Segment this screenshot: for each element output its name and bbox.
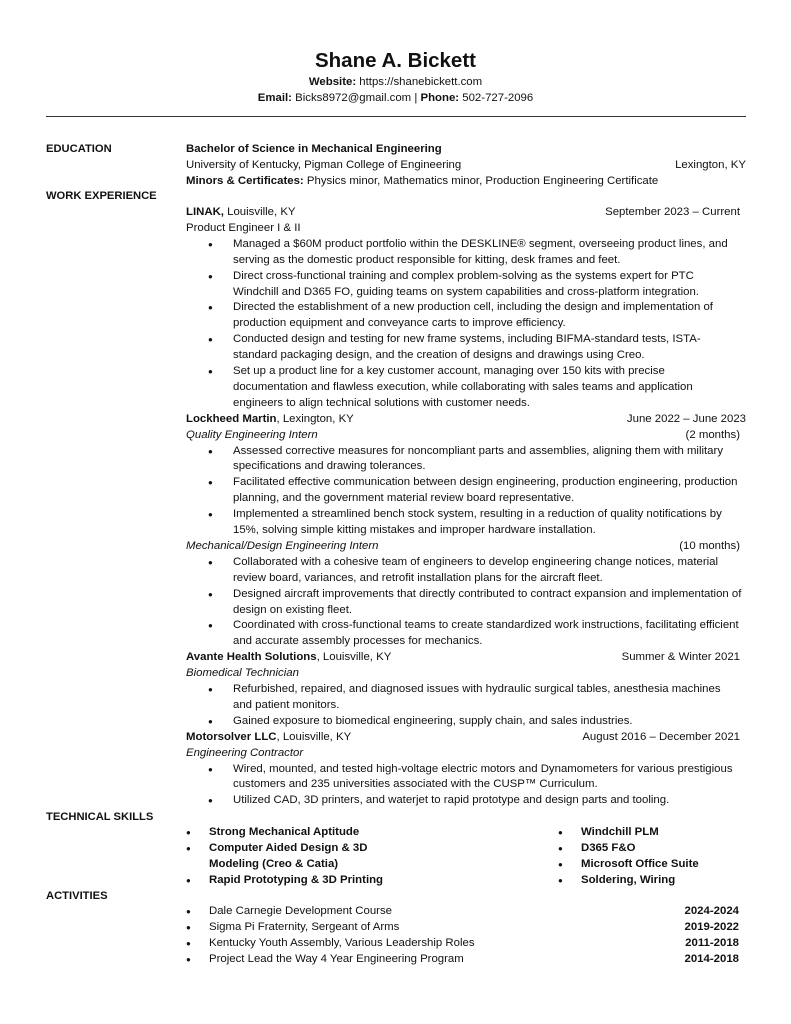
linak-dates: September 2023 – Current bbox=[605, 206, 740, 218]
lockheed-duration-1: (2 months) bbox=[685, 428, 740, 441]
list-item: ● Wired, mounted, and tested high-voltage electric motors and Dynamometers for various prestigious customers and 235 universities associated with the CUSP™ Curriculum. bbox=[186, 762, 746, 794]
list-item: ● Computer Aided Design & 3D Modeling (Creo & Catia) bbox=[186, 841, 368, 870]
linak-bullets bbox=[186, 237, 746, 412]
list-item: ● Refurbished, repaired, and diagnosed issues with hydraulic surgical tables, anesthesia machines and patient monitors. bbox=[186, 682, 746, 714]
list-item: ● Gained exposure to biomedical engineering, supply chain, and sales industries. bbox=[186, 714, 746, 730]
minors: Physics minor, Mathematics minor, Production Engineering Certificate bbox=[306, 174, 659, 187]
list-item: ● Project Lead the Way 4 Year Engineering Program 2014-2018 bbox=[186, 952, 739, 965]
lockheed-role-1: Quality Engineering Intern bbox=[186, 428, 318, 441]
work-experience-section bbox=[186, 205, 746, 809]
linak-location: Louisville, KY bbox=[227, 206, 296, 218]
lockheed-role-2: Mechanical/Design Engineering Intern bbox=[186, 539, 379, 552]
list-item: ● Soldering, Wiring bbox=[558, 873, 676, 886]
list-item: ● Strong Mechanical Aptitude bbox=[186, 826, 360, 838]
phone-label: Phone: bbox=[420, 92, 460, 104]
lockheed-company: Lockheed Martin bbox=[186, 412, 277, 425]
list-item: ● Rapid Prototyping & 3D Printing bbox=[186, 873, 384, 886]
phone-number: 502-727-2096 bbox=[462, 92, 534, 104]
list-item: ● Direct cross-functional training and complex problem-solving as the systems expert for PTC Windchill and D365 FO, guiding teams on system capabilities and cross-platform integration. bbox=[186, 269, 746, 301]
list-item: ● Facilitated effective communication between design engineering, production engineering, production planning, and the government material review board representative. bbox=[186, 475, 746, 507]
technical-skills-heading: TECHNICAL SKILLS bbox=[46, 811, 154, 823]
linak-company: LINAK, bbox=[186, 206, 224, 218]
lockheed-location: , Lexington, KY bbox=[276, 412, 354, 425]
education-heading: EDUCATION bbox=[46, 143, 112, 155]
list-item: ● Directed the establishment of a new production cell, including the design and implementation of production equipment and conveyance carts to improve efficiency. bbox=[186, 300, 746, 332]
skills-right-column bbox=[558, 825, 738, 889]
motorsolver-bullets bbox=[186, 762, 746, 810]
list-item: ● Designed aircraft improvements that directly contributed to contract expansion and implementation of design on existing fleet. bbox=[186, 587, 746, 619]
list-item: ● Conducted design and testing for new frame systems, including BIFMA-standard tests, ISTA-standard packaging design, and the creation of designs and drawings using Creo. bbox=[186, 332, 746, 364]
email-phone-line bbox=[0, 90, 791, 106]
website-link[interactable]: https://shanebickett.com bbox=[359, 76, 483, 88]
avante-location: , Louisville, KY bbox=[316, 651, 392, 664]
school: University of Kentucky, Pigman College of Engineering bbox=[186, 158, 462, 171]
contact-separator: | bbox=[414, 92, 418, 104]
resume-header bbox=[0, 48, 791, 106]
motorsolver-company: Motorsolver LLC bbox=[186, 730, 277, 743]
lockheed-bullets-2 bbox=[186, 555, 746, 650]
list-item: ● Implemented a streamlined bench stock system, resulting in a reduction of quality notifications by 15%, solving simple kitting mistakes and improper hardware installation. bbox=[186, 507, 746, 539]
degree: Bachelor of Science in Mechanical Engineering bbox=[186, 143, 442, 155]
list-item: ● Set up a product line for a key customer account, managing over 150 kits with precise documentation and flawless execution, while collaborating with sales teams and application engineers to align technical solutions with customer needs. bbox=[186, 364, 746, 412]
avante-dates: Summer & Winter 2021 bbox=[621, 651, 740, 664]
activities-section bbox=[186, 904, 739, 968]
motorsolver-location: , Louisville, KY bbox=[276, 730, 352, 743]
list-item: ● Managed a $60M product portfolio within the DESKLINE® segment, overseeing product lines, and serving as the domestic product responsible for kitting, desk frames and feet. bbox=[186, 237, 746, 269]
list-item: ● Microsoft Office Suite bbox=[558, 857, 699, 870]
avante-role: Biomedical Technician bbox=[186, 667, 299, 680]
linak-header bbox=[186, 205, 746, 221]
avante-bullets bbox=[186, 682, 746, 730]
list-item: ● Dale Carnegie Development Course 2024-2024 bbox=[186, 905, 739, 917]
avante-header bbox=[186, 650, 746, 666]
list-item: ● Collaborated with a cohesive team of engineers to develop engineering change notices, material review board, variances, and retrofit installation plans for the aircraft fleet. bbox=[186, 555, 746, 587]
work-experience-heading: WORK EXPERIENCE bbox=[46, 190, 157, 202]
motorsolver-role: Engineering Contractor bbox=[186, 746, 304, 759]
motorsolver-dates: August 2016 – December 2021 bbox=[582, 730, 740, 743]
motorsolver-header bbox=[186, 730, 746, 746]
lockheed-duration-2: (10 months) bbox=[679, 539, 740, 552]
linak-role: Product Engineer I & II bbox=[186, 221, 301, 234]
email-label: Email: bbox=[257, 92, 292, 104]
list-item: ● Assessed corrective measures for noncompliant parts and assemblies, aligning them with military specifications and drawing tolerances. bbox=[186, 444, 746, 476]
lockheed-bullets-1 bbox=[186, 444, 746, 539]
list-item: ● Coordinated with cross-functional teams to create standardized work instructions, facilitating efficient and accurate assembly processes for mechanics. bbox=[186, 618, 746, 650]
list-item: ● Kentucky Youth Assembly, Various Leadership Roles 2011-2018 bbox=[186, 936, 739, 949]
education-section bbox=[186, 142, 746, 190]
website-line bbox=[0, 74, 791, 90]
header-divider bbox=[46, 116, 746, 117]
list-item: ● Windchill PLM bbox=[558, 826, 659, 838]
applicant-name: Shane A. Bickett bbox=[314, 49, 476, 72]
lockheed-dates: June 2022 – June 2023 bbox=[626, 412, 746, 425]
school-location: Lexington, KY bbox=[675, 158, 746, 171]
lockheed-header bbox=[186, 412, 746, 428]
skills-left-column bbox=[186, 825, 386, 889]
email-link[interactable]: Bicks8972@gmail.com bbox=[295, 92, 412, 104]
avante-company: Avante Health Solutions bbox=[186, 651, 317, 664]
list-item: ● Sigma Pi Fraternity, Sergeant of Arms 2019-2022 bbox=[186, 920, 739, 933]
website-label: Website: bbox=[308, 76, 357, 88]
list-item: ● D365 F&O bbox=[558, 841, 636, 854]
list-item: ● Utilized CAD, 3D printers, and waterjet to rapid prototype and design parts and tooling. bbox=[186, 793, 746, 809]
activities-heading: ACTIVITIES bbox=[46, 890, 108, 902]
minors-label: Minors & Certificates: bbox=[186, 174, 304, 187]
